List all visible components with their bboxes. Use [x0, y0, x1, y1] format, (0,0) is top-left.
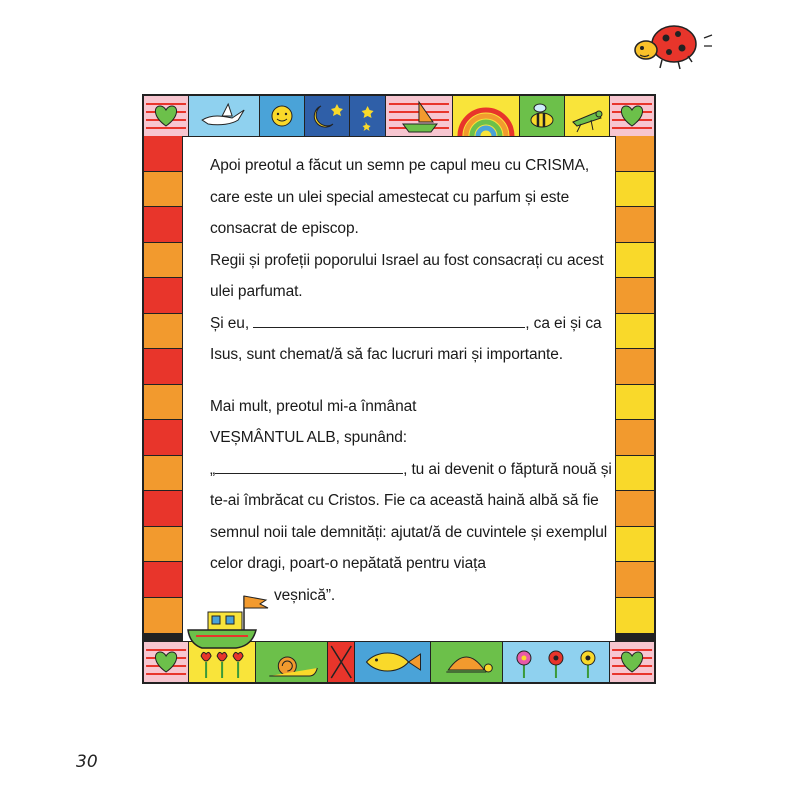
- fish-tile: [355, 642, 431, 682]
- paragraph-gap: [210, 371, 620, 391]
- turtle-tile: [431, 642, 503, 682]
- called-end: ca Isus, sunt chemat/ă să fac lucruri mari și importante.: [210, 314, 602, 363]
- clothed-in-christ-text: și te-ai îmbrăcat cu Cristos. Fie ca această haină albă să fie semnul noii tale demnități: ajutat/ă de cuvintele și exemplul celor dragi, poart-o nepătată pentru viața: [210, 460, 612, 572]
- heart-tile: [144, 96, 189, 136]
- stripe-cell: [616, 385, 654, 421]
- stripe-cell: [144, 278, 182, 314]
- boat-icon: [186, 590, 282, 652]
- stripe-cell: [616, 527, 654, 563]
- frame-right-column: [616, 136, 654, 633]
- called-start: Și eu,: [210, 314, 250, 332]
- grasshopper-tile: [565, 96, 610, 136]
- quote-open: „: [210, 460, 216, 478]
- heart-tile: [610, 96, 654, 136]
- stripe-cell: [616, 491, 654, 527]
- stripe-cell: [616, 420, 654, 456]
- stripe-cell: [144, 172, 182, 208]
- stripe-cell: [616, 562, 654, 598]
- rainbow-tile: [453, 96, 520, 136]
- stripe-cell: [144, 562, 182, 598]
- stripe-cell: [616, 278, 654, 314]
- stripe-cell: [144, 207, 182, 243]
- stripe-cell: [616, 456, 654, 492]
- paragraph-white-garment: VEȘMÂNTUL ALB, spunând:: [210, 429, 408, 446]
- stripe-cell: [144, 456, 182, 492]
- stripe-cell: [144, 598, 182, 634]
- paragraph-crisma: Apoi preotul a făcut un semn pe capul meu cu CRISMA, care este un ulei special amestecat cu parfum și este consacrat de episcop.: [210, 157, 590, 237]
- stripe-cell: [144, 349, 182, 385]
- page-number: 30: [76, 752, 98, 772]
- heart-tile: [610, 642, 654, 682]
- stripe-cell: [144, 314, 182, 350]
- stripe-cell: [616, 172, 654, 208]
- stars-tile: [350, 96, 386, 136]
- cross-tile: [328, 642, 355, 682]
- stripe-cell: [616, 207, 654, 243]
- frame-top-row: [144, 96, 654, 136]
- dove-tile: [189, 96, 260, 136]
- sun-tile: [260, 96, 305, 136]
- new-creature-text: , tu ai devenit o făptură nouă: [403, 460, 597, 478]
- stripe-cell: [144, 420, 182, 456]
- frame-left-column: [144, 136, 182, 633]
- paragraph-eternal: veșnică”.: [274, 586, 336, 604]
- ladybug-icon: [622, 16, 718, 74]
- stripe-cell: [144, 527, 182, 563]
- stripe-cell: [616, 243, 654, 279]
- stripe-cell: [616, 598, 654, 634]
- paragraph-called: [210, 308, 620, 371]
- body-text: [210, 150, 620, 611]
- heart-tile: [144, 642, 189, 682]
- bee-tile: [520, 96, 565, 136]
- stripe-cell: [144, 136, 182, 172]
- sailboat-tile: [386, 96, 453, 136]
- quote-blank-line[interactable]: [215, 459, 403, 474]
- stripe-cell: [144, 491, 182, 527]
- moon-stars-tile: [305, 96, 350, 136]
- called-mid: , ca ei și: [525, 314, 582, 332]
- stripe-cell: [616, 136, 654, 172]
- flowers-tile: [503, 642, 610, 682]
- stripe-cell: [616, 314, 654, 350]
- stripe-cell: [144, 385, 182, 421]
- name-blank-line[interactable]: [253, 313, 525, 328]
- paragraph-new-creature: [210, 454, 620, 580]
- stripe-cell: [144, 243, 182, 279]
- stripe-cell: [616, 349, 654, 385]
- paragraph-priest-gave: Mai mult, preotul mi-a înmânat: [210, 397, 417, 415]
- paragraph-kings-prophets: Regii și profeții poporului Israel au fost consacrați cu acest ulei parfumat.: [210, 251, 604, 300]
